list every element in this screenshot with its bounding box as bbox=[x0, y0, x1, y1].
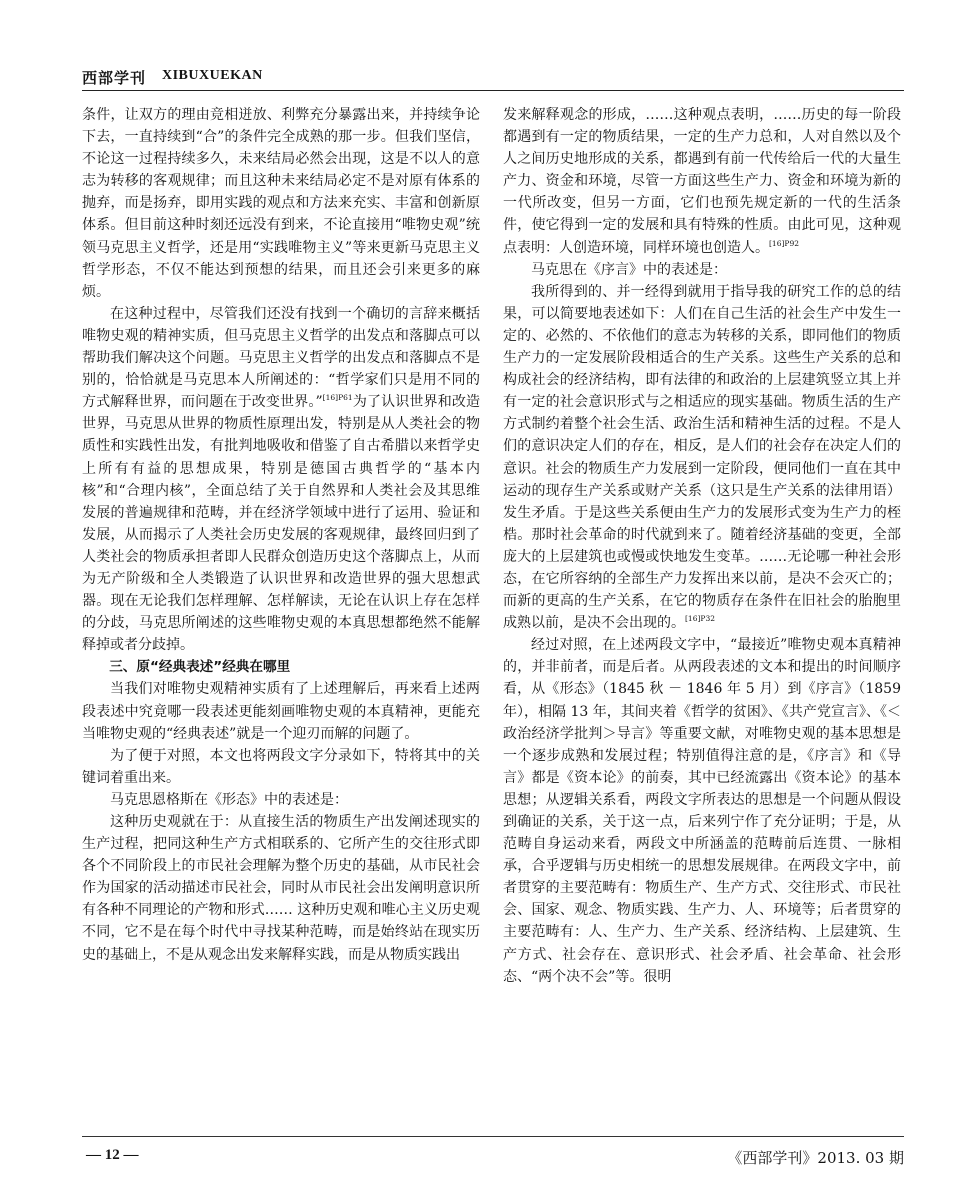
paragraph: 经过对照，在上述两段文字中，“最接近”唯物史观本真精神的，并非前者，而是后者。从两段表述的文本和提出的时间顺序看，从《形态》（1845 秋 － 1846 年 5 月）到《序言》（1859 年），相隔 13 年，其间夹着《哲学的贫困》、《共产党宣言》、《＜政治经济学批判＞导言》等重要文献，对唯物史观的基本思想是一个逐步成熟和发展过程；特别值得注意的是，《序言》和《导言》都是《资本论》的前奏，其中已经流露出《资本论》的基本思想；从逻辑关系看，两段文字所表达的思想是一个问题从假设到确证的关系，关于这一点，后来列宁作了充分证明；于是，从范畴自身运动来看，两段文中所涵盖的范畴前后连贯、一脉相承，合乎逻辑与历史相统一的思想发展规律。在两段文字中，前者贯穿的主要范畴有：物质生产、生产方式、交往形式、市民社会、国家、观念、物质实践、生产力、人、环境等；后者贯穿的主要范畴有：人、生产力、生产关系、经济结构、上层建筑、生产方式、社会存在、意识形式、社会矛盾、社会革命、社会形态、“两个决不会”等。很明 bbox=[503, 637, 901, 985]
block-quote-continued bbox=[503, 104, 901, 259]
citation-ref: [16]P32 bbox=[685, 614, 715, 624]
paragraph bbox=[82, 303, 480, 657]
citation-ref: [16]P61 bbox=[322, 393, 353, 403]
journal-name: 西部学刊 bbox=[82, 69, 147, 87]
paragraph-text: 在这种过程中，尽管我们还没有找到一个确切的言辞来概括唯物史观的精神实质，但马克思主义哲学的出发点和落脚点可以帮助我们解决这个问题。马克思主义哲学的出发点和落脚点不是别的，恰恰就是马克思本人所阐述的：“哲学家们只是用不同的方式解释世界，而问题在于改变世界。” bbox=[82, 305, 480, 411]
paragraph-text: 我所得到的、并一经得到就用于指导我的研究工作的总的结果，可以简要地表述如下：人们在自己生活的社会生产中发生一定的、必然的、不依他们的意志为转移的关系，即同他们的物质生产力的一定发展阶段相适合的生产关系。这些生产关系的总和构成社会的经济结构，即有法律的和政治的上层建筑竖立其上并有一定的社会意识形式与之相适应的现实基础。物质生活的生产方式制约着整个社会生活、政治生活和精神生活的过程。不是人们的意识决定人们的存在，相反，是人们的社会存在决定人们的意识。社会的物质生产力发展到一定阶段，便同他们一直在其中运动的现存生产关系或财产关系（这只是生产关系的法律用语）发生矛盾。于是这些关系便由生产力的发展形式变为生产力的桎梏。那时社会革命的时代就到来了。随着经济基础的变更，全部庞大的上层建筑也或慢或快地发生变革。……无论哪一种社会形态，在它所容纳的全部生产力发挥出来以前，是决不会灭亡的；而新的更高的生产关系，在它的物质存在条件在旧社会的胎胞里成熟以前，是决不会出现的。 bbox=[503, 283, 901, 632]
paragraph: 马克思恩格斯在《形态》中的表述是： bbox=[110, 791, 348, 808]
issue-info: 《西部学刊》2013. 03 期 bbox=[727, 1149, 904, 1167]
paragraph: 为了便于对照，本文也将两段文字分录如下，特将其中的关键词着重出来。 bbox=[82, 747, 480, 786]
paragraph-text-tail: 为了认识世界和改造世界，马克思从世界的物质性原理出发，特别是从人类社会的物质性和实践性出发，有批判地吸收和借鉴了自古希腊以来哲学史上所有有益的思想成果，特别是德国古典哲学的“基本内核”和“合理内核”，全面总结了关于自然界和人类社会及其思维发展的普遍规律和范畴，并在经济学领域中进行了运用、验证和发展，从而揭示了人类社会历史发展的客观规律，最终回归到了人类社会的物质承担者即人民群众创造历史这个落脚点上，从而为无产阶级和全人类锻造了认识世界和改造世界的强大思想武器。现在无论我们怎样理解、怎样解读，无论在认识上存在怎样的分歧，马克思所阐述的这些唯物史观的本真思想都绝然不能解释掉或者分歧掉。 bbox=[82, 394, 481, 654]
page-number: — 12 — bbox=[86, 1147, 139, 1163]
journal-pinyin: XIBUXUEKAN bbox=[162, 68, 263, 83]
right-column bbox=[503, 104, 901, 988]
footer-rule bbox=[82, 1136, 904, 1137]
section-heading: 三、原“经典表述”经典在哪里 bbox=[109, 659, 291, 676]
paragraph: 当我们对唯物史观精神实质有了上述理解后，再来看上述两段表述中究竟哪一段表述更能刻画唯物史观的本真精神，更能充当唯物史观的“经典表述”就是一个迎刃而解的问题了。 bbox=[82, 681, 480, 742]
paragraph-continued: 条件，让双方的理由竞相迸放、利弊充分暴露出来，并持续争论下去，一直持续到“合”的条件完全成熟的那一步。但我们坚信，不论这一过程持续多久，未来结局必然会出现，这是不以人的意志为转移的客观规律；而且这种未来结局必定不是对原有体系的抛弃，而是扬弃，即用实践的观点和方法来充实、丰富和创新原体系。但目前这种时刻还远没有到来，不论直接用“唯物史观”统领马克思主义哲学，还是用“实践唯物主义”等来更新马克思主义哲学形态，不仅不能达到预想的结果，而且还会引来更多的麻烦。 bbox=[82, 107, 480, 300]
block-quote bbox=[503, 281, 901, 635]
running-header bbox=[82, 66, 904, 91]
left-column bbox=[82, 104, 480, 966]
paragraph: 马克思在《序言》中的表述是： bbox=[531, 261, 727, 278]
paragraph-text: 发来解释观念的形成，……这种观点表明，……历史的每一阶段都遇到有一定的物质结果，一定的生产力总和，人对自然以及个人之间历史地形成的关系，都遇到有前一代传给后一代的大量生产力、资金和环境，尽管一方面这些生产力、资金和环境为新的一代所改变，但另一方面，它们也预先规定新的一代的生活条件，使它得到一定的发展和具有特殊的性质。由此可见，这种观点表明：人创造环境，同样环境也创造人。 bbox=[503, 107, 901, 256]
block-quote: 这种历史观就在于：从直接生活的物质生产出发阐述现实的生产过程，把同这种生产方式相联系的、它所产生的交往形式即各个不同阶段上的市民社会理解为整个历史的基础，从市民社会作为国家的活动描述市民社会，同时从市民社会出发阐明意识所有各种不同理论的产物和形式…… 这种历史观和唯心主义历史观不同，它不是在每个时代中寻找某种范畴，而是始终站在现实历史的基础上，不是从观念出发来解释实践，而是从物质实践出 bbox=[82, 814, 480, 963]
citation-ref: [16]P92 bbox=[769, 238, 799, 248]
